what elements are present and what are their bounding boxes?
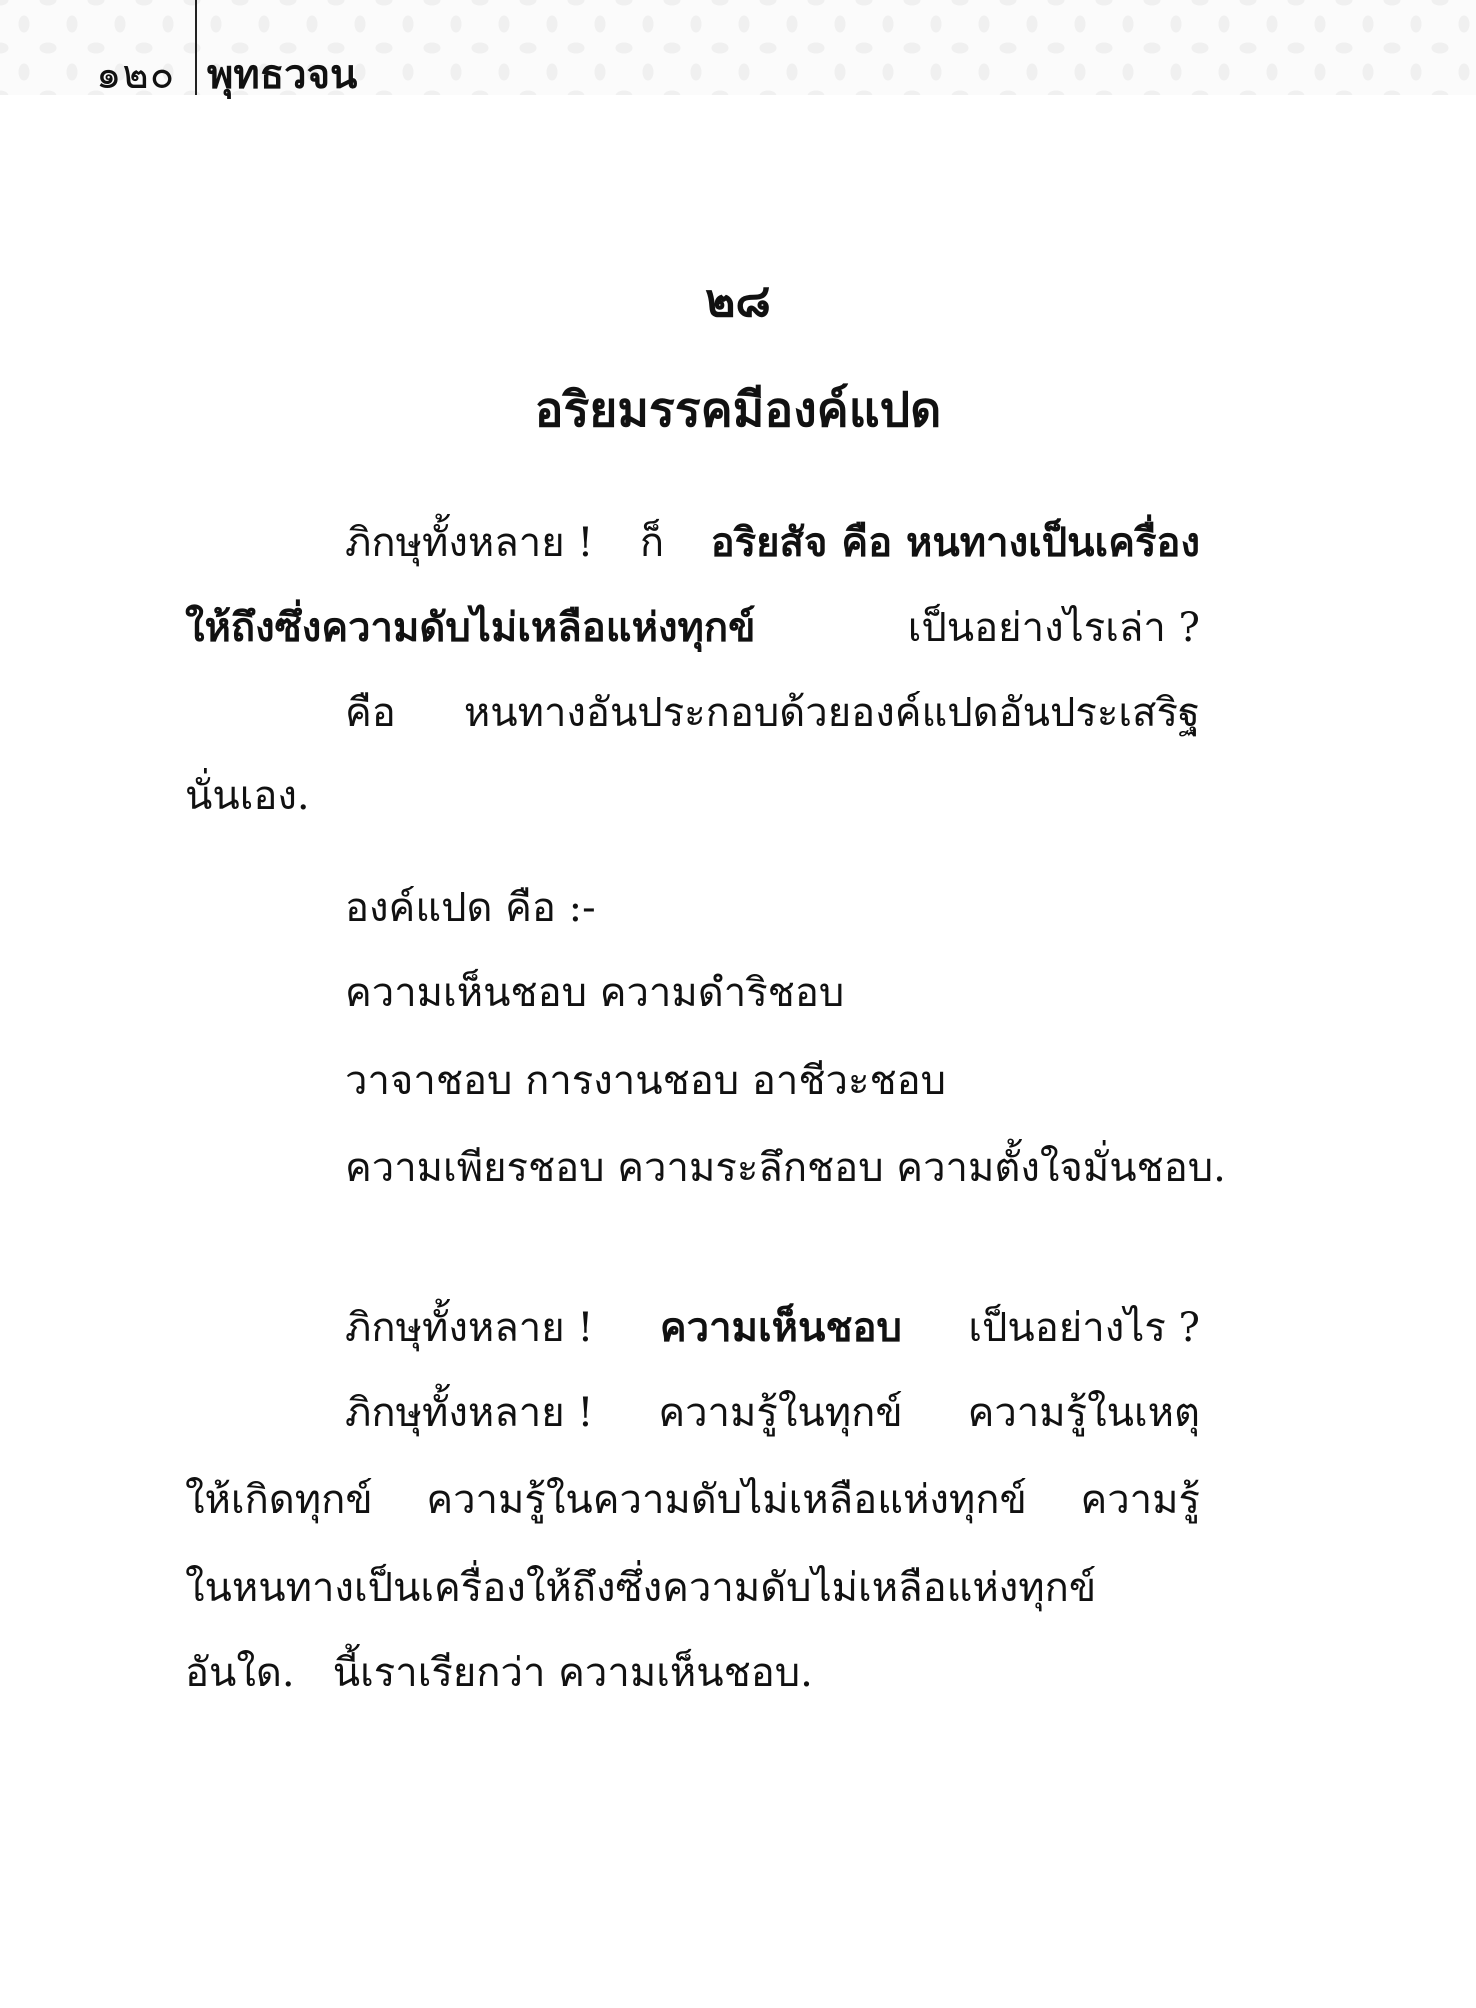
body-text: ความรู้ bbox=[1080, 1477, 1200, 1523]
paragraph-1-line-2 bbox=[185, 600, 1200, 656]
address-phrase: ภิกษุทั้งหลาย ! bbox=[345, 520, 594, 566]
address-phrase: ภิกษุทั้งหลาย ! bbox=[345, 1390, 594, 1436]
list-item: ความเห็นชอบ ความดำริชอบ bbox=[345, 970, 845, 1016]
body-text: เป็นอย่างไรเล่า ? bbox=[907, 605, 1200, 651]
paragraph-4-line-2 bbox=[185, 1472, 1200, 1528]
emphasis-text: ให้ถึงซึ่งความดับไม่เหลือแห่งทุกข์ bbox=[185, 604, 756, 651]
page-number: ๑๒๐ bbox=[96, 52, 176, 98]
list-item: วาจาชอบ การงานชอบ อาชีวะชอบ bbox=[345, 1058, 947, 1104]
body-text: ความรู้ในความดับไม่เหลือแห่งทุกข์ bbox=[426, 1477, 1027, 1523]
paragraph-3-line-1 bbox=[345, 1300, 1200, 1356]
paragraph-1-line-1 bbox=[345, 515, 1200, 571]
header-divider bbox=[195, 0, 197, 95]
emphasis-text: ความเห็นชอบ bbox=[659, 1304, 902, 1351]
paragraph-2-line-1 bbox=[345, 685, 1200, 741]
paragraph-4-line-1 bbox=[345, 1385, 1200, 1441]
body-text: ความรู้ในทุกข์ bbox=[658, 1390, 903, 1436]
list-intro: องค์แปด คือ :- bbox=[345, 885, 596, 931]
paragraph-4-line-3: ในหนทางเป็นเครื่องให้ถึงซึ่งความดับไม่เหลือแห่งทุกข์ bbox=[185, 1565, 1097, 1611]
running-title: พุทธวจน bbox=[207, 51, 358, 98]
body-text: ให้เกิดทุกข์ bbox=[185, 1477, 373, 1523]
body-text: อันใด. bbox=[185, 1650, 295, 1696]
connective-word: ก็ bbox=[639, 520, 665, 566]
body-text: คือ bbox=[345, 690, 396, 736]
paragraph-2-line-2: นั่นเอง. bbox=[185, 773, 310, 819]
list-item: ความเพียรชอบ ความระลึกชอบ ความตั้งใจมั่นชอบ. bbox=[345, 1145, 1226, 1191]
body-text: หนทางอันประกอบด้วยองค์แปดอันประเสริฐ bbox=[463, 690, 1200, 736]
body-text: ความรู้ในเหตุ bbox=[967, 1390, 1200, 1436]
paragraph-4-line-4 bbox=[185, 1645, 813, 1701]
emphasis-text: อริยสัจ คือ หนทางเป็นเครื่อง bbox=[710, 519, 1200, 566]
chapter-title: อริยมรรคมีองค์แปด bbox=[534, 382, 942, 438]
body-text: เป็นอย่างไร ? bbox=[968, 1305, 1200, 1351]
address-phrase: ภิกษุทั้งหลาย ! bbox=[345, 1305, 594, 1351]
body-text: นี้เราเรียกว่า ความเห็นชอบ. bbox=[332, 1650, 813, 1696]
chapter-number: ๒๘ bbox=[705, 273, 771, 327]
